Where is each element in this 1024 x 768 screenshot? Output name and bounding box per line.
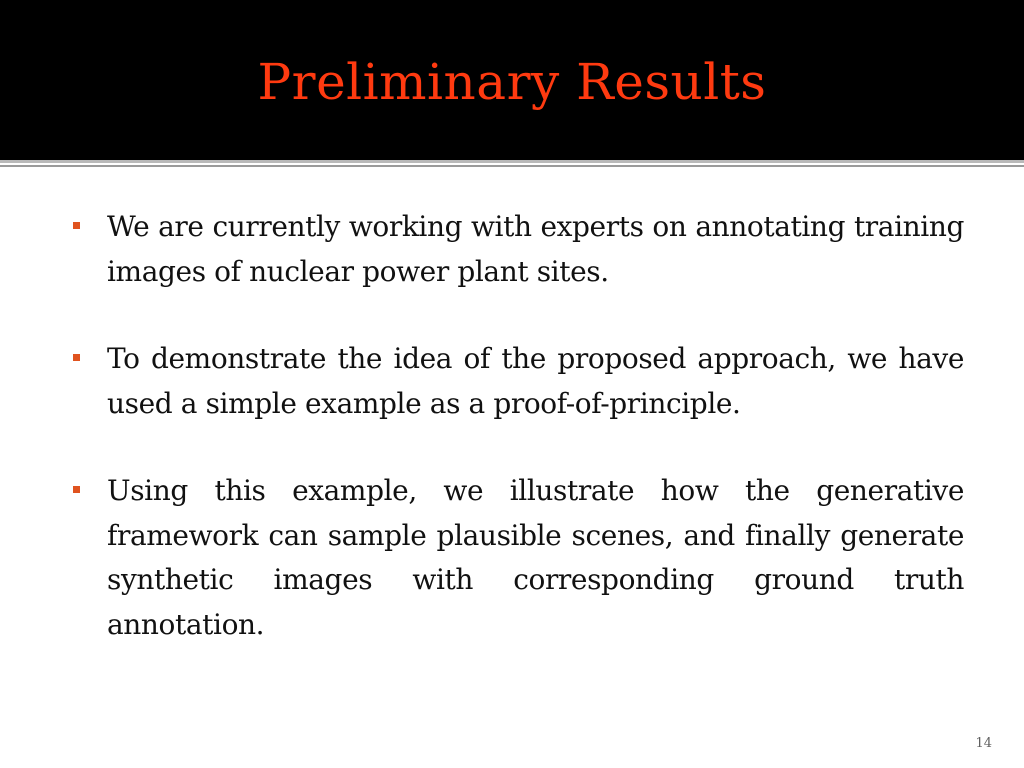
bullet-text: Using this example, we illustrate how the generative framework can sample plausible scenes, and finally generate synthetic images with corresponding ground truth annotation.	[107, 474, 964, 641]
slide-title: Preliminary Results	[257, 53, 767, 111]
square-bullet-icon	[73, 354, 80, 361]
title-divider-line	[0, 160, 1024, 163]
bullet-item	[72, 205, 964, 294]
bullet-text: We are currently working with experts on annotating training images of nuclear power plant sites.	[107, 210, 964, 288]
bullet-item	[72, 469, 964, 647]
page-number: 14	[975, 736, 992, 751]
bullet-text: To demonstrate the idea of the proposed approach, we have used a simple example as a proof-of-principle.	[107, 342, 964, 420]
square-bullet-icon	[73, 486, 80, 493]
bullet-item	[72, 337, 964, 426]
bullet-list	[72, 205, 964, 690]
title-divider-line-secondary	[0, 165, 1024, 167]
square-bullet-icon	[73, 222, 80, 229]
